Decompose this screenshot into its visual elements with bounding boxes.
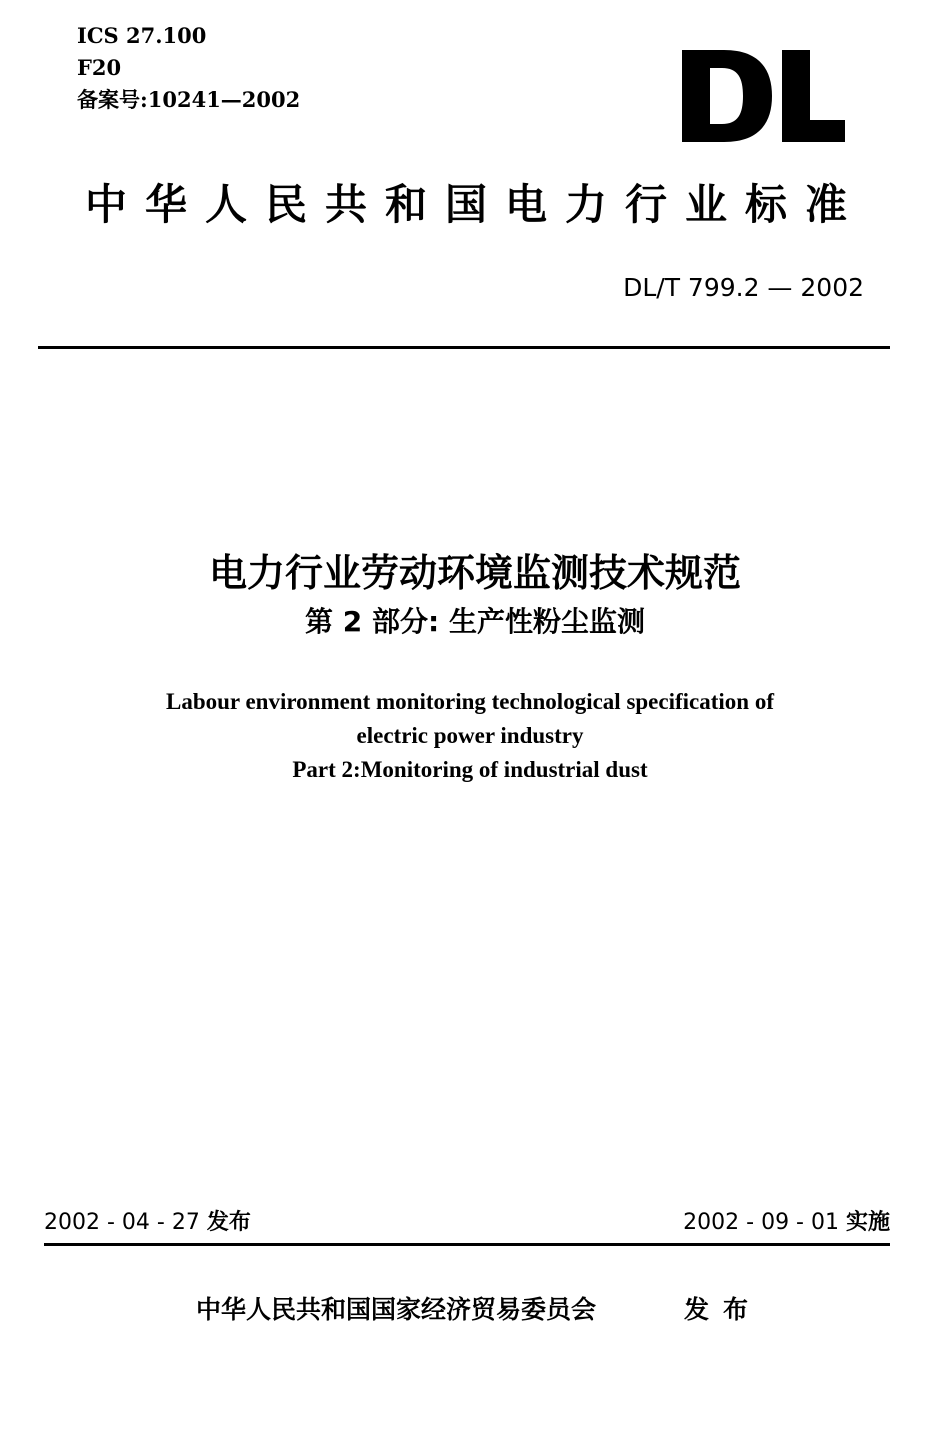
- dl-logo: [680, 50, 845, 142]
- effective-date-block: [683, 1205, 890, 1241]
- issue-label: 发布: [206, 1210, 251, 1235]
- publisher-name: 中华人民共和国国家经济贸易委员会: [196, 1295, 597, 1324]
- english-title: [0, 685, 940, 787]
- english-title-line: Part 2:Monitoring of industrial dust: [292, 757, 648, 782]
- effective-label: 实施: [845, 1210, 890, 1235]
- issue-date: 2002 - 04 - 27: [44, 1210, 200, 1235]
- chinese-subtitle: 第 2 部分: 生产性粉尘监测: [305, 605, 645, 638]
- chinese-main-title: 电力行业劳动环境监测技术规范: [208, 551, 741, 595]
- bottom-divider: [44, 1243, 890, 1246]
- document-codes: [77, 20, 300, 116]
- top-divider: [38, 346, 890, 349]
- standard-number: DL/T 799.2 — 2002: [623, 273, 864, 302]
- ics-code: ICS 27.100: [77, 23, 207, 48]
- filing-number: 备案号:10241—2002: [77, 87, 301, 112]
- publish-label: 发布: [684, 1295, 763, 1324]
- english-title-line: electric power industry: [356, 723, 584, 748]
- effective-date: 2002 - 09 - 01: [683, 1210, 839, 1235]
- classification-code: F20: [77, 55, 122, 80]
- national-standard-title: 中华人民共和国电力行业标准: [84, 180, 865, 229]
- english-title-line: Labour environment monitoring technological specification of: [166, 689, 774, 714]
- issue-date-block: [44, 1205, 251, 1241]
